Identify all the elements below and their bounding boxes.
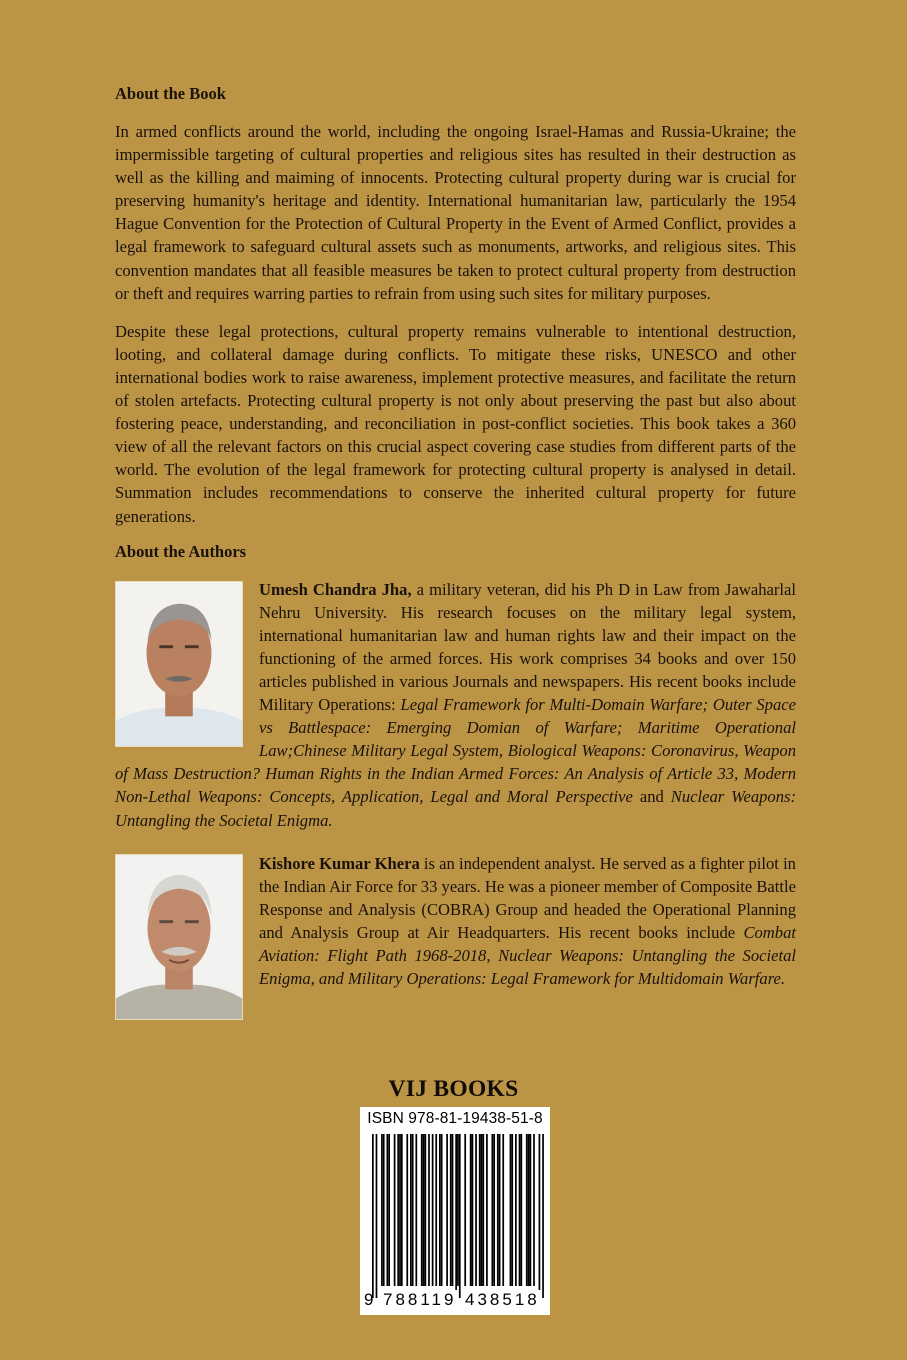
barcode-bar xyxy=(394,1134,396,1286)
author-2-block xyxy=(115,852,796,1024)
barcode-bar xyxy=(399,1134,401,1286)
barcode-bar xyxy=(499,1134,501,1286)
barcode-bar xyxy=(533,1134,535,1286)
barcode-bar xyxy=(515,1134,517,1286)
barcode-bar xyxy=(388,1134,390,1286)
back-cover-text xyxy=(115,82,796,1024)
barcode-bar xyxy=(464,1134,466,1286)
barcode-bar xyxy=(470,1134,472,1286)
barcode-digits-group-2: 438518 xyxy=(465,1290,540,1309)
barcode-bar xyxy=(475,1134,477,1286)
author-1-last-book: Nuclear Weapons: Untangling the Societal Enigma. xyxy=(115,787,796,830)
barcode-bars xyxy=(372,1134,544,1298)
barcode-bar xyxy=(520,1134,522,1286)
barcode-bar xyxy=(425,1134,427,1286)
barcode-bar xyxy=(383,1134,385,1286)
barcode-bar xyxy=(397,1134,399,1286)
barcode-bar xyxy=(372,1134,374,1298)
barcode-bar xyxy=(539,1134,541,1298)
isbn-barcode xyxy=(360,1107,550,1315)
barcode-bar xyxy=(421,1134,423,1286)
barcode-bar xyxy=(528,1134,530,1286)
about-book-paragraph-1: In armed conflicts around the world, including the ongoing Israel-Hamas and Russia-Ukraine; the impermissible targeting of cultural properties and religious sites has resulted in their destruction as well as the killing and maiming of innocents. Protecting cultural property during war is crucial for preserving humanity's heritage and identity. International humanitarian law, particularly the 1954 Hague Convention for the Protection of Cultural Property in the Event of Armed Conflict, provides a legal framework to safeguard cultural assets such as monuments, artworks, and religious sites. This convention mandates that all feasible measures be taken to protect cultural property from destruction or theft and requires warring parties to refrain from using such sites for military purposes. xyxy=(115,122,796,303)
about-book-paragraph-2: Despite these legal protections, cultural property remains vulnerable to intentional destruction, looting, and collateral damage during conflicts. To mitigate these risks, UNESCO and other international bodies work to raise awareness, implement protective measures, and facilitate the return of stolen artefacts. Protecting cultural property is not only about preserving the past but also about fostering peace, understanding, and reconciliation in post-conflict societies. This book takes a 360 view of all the relevant factors on this crucial aspect covering case studies from different parts of the world. The evolution of the legal framework for protecting cultural property is analysed in detail. Summation includes recommendations to conserve the inherited cultural property for future generations. xyxy=(115,321,796,526)
barcode-bar xyxy=(491,1134,493,1286)
barcode-digit-lead: 9 xyxy=(364,1290,374,1309)
barcode-bar xyxy=(439,1134,441,1286)
author-1-photo xyxy=(115,581,243,747)
author-1-and: and xyxy=(632,787,671,807)
barcode-bar xyxy=(493,1134,495,1286)
barcode-bar xyxy=(479,1134,481,1286)
barcode-bar xyxy=(432,1134,434,1286)
barcode-bar xyxy=(526,1134,528,1286)
barcode-bar xyxy=(412,1134,414,1286)
barcode-bar xyxy=(459,1134,461,1298)
barcode-bar xyxy=(472,1134,474,1286)
barcode-bar xyxy=(381,1134,383,1286)
barcode-bar xyxy=(486,1134,488,1286)
author-1-books: Legal Framework for Multi-Domain Warfare; Outer Space vs Battlespace: Emerging Domian of Warfare; Maritime Operational Law;Chinese Military Legal System, Biological Weapons: Coronavirus, Weapon of Mass Destruction? Human Rights in the Indian Armed Forces: An Analysis of Article 33, Modern Non-Lethal Weapons: Concepts, Application, Legal and Moral Perspective xyxy=(115,695,796,807)
barcode-bar xyxy=(401,1134,403,1286)
author-2-name: Kishore Kumar Khera xyxy=(259,853,420,873)
publisher-name: VIJ BOOKS xyxy=(388,1076,519,1102)
author-1-bio-text: a military veteran, did his Ph D in Law from Jawaharlal Nehru University. His research focuses on the military legal system, international humanitarian law and human rights law and their impact on the functioning of the armed forces. His work comprises 34 books and over 150 articles published in various Journals and newspapers. His recent books include Military Operations: xyxy=(259,579,796,715)
barcode-digits-group-1: 788119 xyxy=(383,1290,457,1309)
barcode-bar xyxy=(410,1134,412,1286)
barcode-bar xyxy=(497,1134,499,1286)
barcode-bar xyxy=(510,1134,512,1286)
barcode-bar xyxy=(519,1134,521,1286)
author-2-books: Combat Aviation: Flight Path 1968-2018, Nuclear Weapons: Untangling the Societal Enigma, and Military Operations: Legal Framework for Multidomain Warfare. xyxy=(259,922,796,989)
barcode-bar xyxy=(511,1134,513,1286)
barcode-bar xyxy=(423,1134,425,1286)
author-1-block xyxy=(115,578,796,832)
author-2-bio-text: is an independent analyst. He served as a fighter pilot in the Indian Air Force for 33 years. He was a pioneer member of Composite Battle Response and Analysis (COBRA) Group and headed the Operational Planning and Analysis Group at Air Headquarters. His recent books include xyxy=(259,853,796,942)
barcode-bar xyxy=(435,1134,437,1286)
author-2-photo xyxy=(115,854,243,1020)
barcode-bar xyxy=(502,1134,504,1286)
author-1-name: Umesh Chandra Jha, xyxy=(259,579,412,599)
barcode-bar xyxy=(441,1134,443,1286)
barcode-bar xyxy=(455,1134,457,1298)
barcode-bar xyxy=(450,1134,452,1286)
barcode-bar xyxy=(482,1134,484,1286)
barcode-bar xyxy=(415,1134,417,1286)
barcode-bar xyxy=(530,1134,532,1286)
barcode-bar xyxy=(376,1134,378,1298)
about-authors-heading: About the Authors xyxy=(115,541,247,561)
isbn-label: ISBN 978-81-19438-51-8 xyxy=(367,1110,543,1127)
barcode-bar xyxy=(481,1134,483,1286)
barcode-bar xyxy=(446,1134,448,1286)
barcode-bar xyxy=(406,1134,408,1286)
barcode-bar xyxy=(386,1134,388,1286)
barcode-bar xyxy=(457,1134,459,1286)
barcode-bar xyxy=(452,1134,454,1286)
about-book-heading: About the Book xyxy=(115,84,226,103)
barcode-bar xyxy=(542,1134,544,1298)
barcode-bar xyxy=(428,1134,430,1286)
